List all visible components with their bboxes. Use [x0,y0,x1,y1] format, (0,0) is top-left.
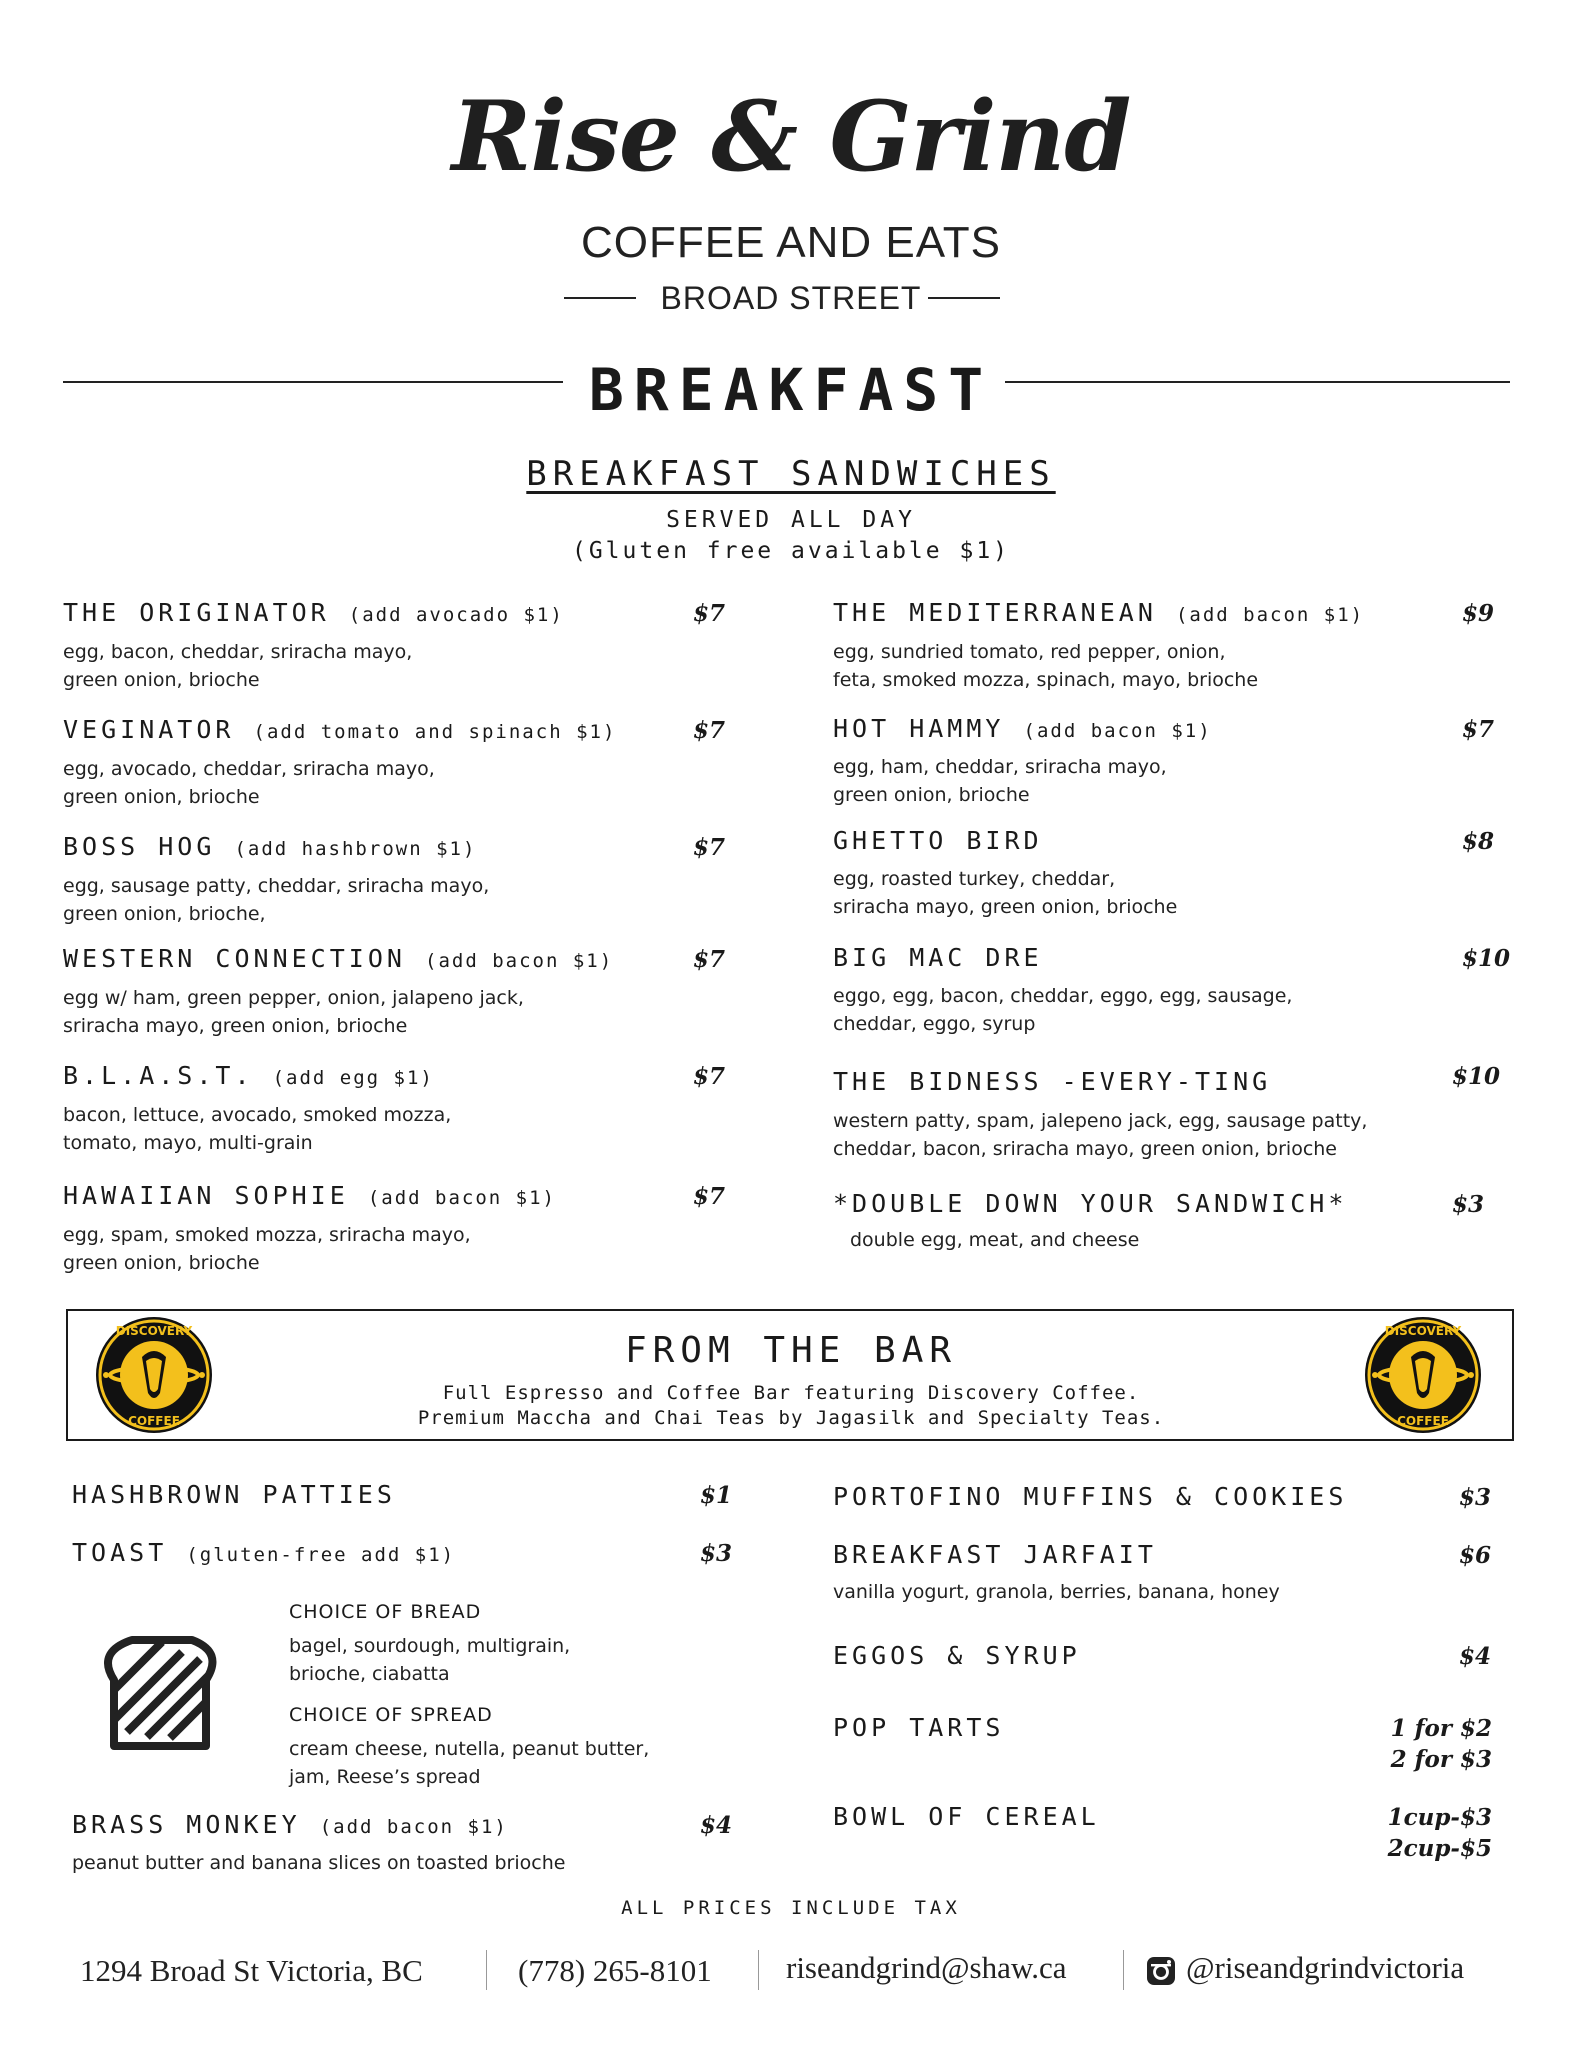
menu-item-price: $7 [693,834,726,861]
menu-item-description: peanut butter and banana slices on toasted brioche [72,1852,566,1874]
spread-choice-list: cream cheese, nutella, peanut butter, jam, Reese’s spread [289,1738,650,1788]
address: 1294 Broad St Victoria, BC [80,1953,423,1988]
email-address[interactable]: riseandgrind@shaw.ca [786,1950,1067,1985]
served-note: SERVED ALL DAY [666,507,916,533]
location-label: BROAD STREET [660,280,922,316]
menu-item-price: 2 for $3 [1390,1746,1492,1773]
menu-item-price: $7 [693,1183,726,1210]
spread-choice-title: CHOICE OF SPREAD [289,1704,493,1726]
menu-item-name: PORTOFINO MUFFINS & COOKIES [833,1482,1348,1511]
menu-item-name: BOSS HOG (add hashbrown $1) [63,832,477,861]
menu-item-price: $9 [1462,600,1495,627]
menu-item-description: egg, spam, smoked mozza, sriracha mayo, green onion, brioche [63,1224,471,1274]
logo-wordmark: Rise & Grind [451,80,1131,193]
menu-item-price: $1 [700,1482,733,1509]
menu-item-description: egg w/ ham, green pepper, onion, jalapeno jack, sriracha mayo, green onion, brioche [63,987,524,1037]
divider [1005,381,1510,383]
menu-item-description: egg, ham, cheddar, sriracha mayo, green onion, brioche [833,756,1167,806]
menu-item-price: 2cup-$5 [1387,1835,1492,1862]
menu-item-description: western patty, spam, jalepeno jack, egg, sausage patty, cheddar, bacon, sriracha mayo, green onion, brioche [833,1110,1368,1160]
menu-item-name: BREAKFAST JARFAIT [833,1540,1157,1569]
instagram-handle[interactable]: @riseandgrindvictoria [1186,1950,1465,1985]
menu-item-name: TOAST (gluten-free add $1) [72,1538,456,1567]
menu-item-price: $7 [693,600,726,627]
menu-item-name: EGGOS & SYRUP [833,1641,1081,1670]
logo-text-bottom: COFFEE [1397,1414,1449,1428]
divider [758,1950,759,1990]
menu-item-price: $3 [1452,1191,1485,1218]
bread-choice-list: bagel, sourdough, multigrain, brioche, ciabatta [289,1635,571,1685]
tax-note: ALL PRICES INCLUDE TAX [621,1897,961,1919]
section-title: BREAKFAST [588,356,994,424]
subsection-title: BREAKFAST SANDWICHES [526,454,1056,494]
divider [928,297,1000,299]
menu-item-price: $4 [700,1812,733,1839]
bar-title: FROM THE BAR [624,1330,958,1371]
divider [1123,1950,1124,1990]
menu-item-name: HASHBROWN PATTIES [72,1480,396,1509]
menu-item-price: 1cup-$3 [1387,1804,1492,1831]
bar-description: Premium Maccha and Chai Teas by Jagasilk and Specialty Teas. [417,1407,1165,1429]
menu-item-description: egg, avocado, cheddar, sriracha mayo, green onion, brioche [63,758,435,808]
menu-item-name: B.L.A.S.T. (add egg $1) [63,1061,434,1090]
menu-item-name: HAWAIIAN SOPHIE (add bacon $1) [63,1181,556,1210]
menu-item-name: THE ORIGINATOR (add avocado $1) [63,598,564,627]
discovery-coffee-logo [1363,1315,1483,1435]
menu-item-description: egg, roasted turkey, cheddar, sriracha mayo, green onion, brioche [833,868,1178,918]
menu-item-price: $10 [1452,1063,1501,1090]
menu-item-name: BRASS MONKEY (add bacon $1) [72,1810,508,1839]
menu-item-name: BIG MAC DRE [833,943,1043,972]
menu-item-price: $4 [1459,1643,1492,1670]
menu-item-price: $3 [1459,1484,1492,1511]
instagram-icon [1145,1955,1177,1987]
menu-item-name: POP TARTS [833,1713,1005,1742]
phone-number[interactable]: (778) 265-8101 [518,1953,712,1988]
menu-item-description: double egg, meat, and cheese [850,1229,1140,1251]
menu-item-price: $3 [700,1540,733,1567]
gluten-note: (Gluten free available $1) [571,538,1011,564]
logo-text-top: DISCOVERY [115,1324,193,1338]
menu-item-name: THE BIDNESS -EVERY-TING [833,1067,1272,1096]
menu-item-name: WESTERN CONNECTION (add bacon $1) [63,944,614,973]
logo-text-top: DISCOVERY [1384,1324,1462,1338]
menu-item-price: $7 [1462,716,1495,743]
bar-description: Full Espresso and Coffee Bar featuring Discovery Coffee. [442,1382,1140,1404]
menu-item-name: VEGINATOR (add tomato and spinach $1) [63,715,617,744]
menu-item-name: GHETTO BIRD [833,826,1043,855]
divider [486,1950,487,1990]
menu-item-price: $7 [693,717,726,744]
menu-item-name: BOWL OF CEREAL [833,1802,1100,1831]
menu-item-name: HOT HAMMY (add bacon $1) [833,714,1212,743]
menu-item-description: egg, sausage patty, cheddar, sriracha mayo, green onion, brioche, [63,875,490,925]
bread-choice-title: CHOICE OF BREAD [289,1601,482,1623]
menu-item-description: egg, sundried tomato, red pepper, onion, feta, smoked mozza, spinach, mayo, brioche [833,641,1259,691]
menu-item-price: 1 for $2 [1390,1715,1492,1742]
menu-item-name: *DOUBLE DOWN YOUR SANDWICH* [833,1189,1348,1218]
menu-item-description: eggo, egg, bacon, cheddar, eggo, egg, sausage, cheddar, eggo, syrup [833,985,1293,1035]
menu-item-description: egg, bacon, cheddar, sriracha mayo, green onion, brioche [63,641,413,691]
menu-item-price: $7 [693,946,726,973]
menu-item-price: $7 [693,1063,726,1090]
menu-item-price: $8 [1462,828,1495,855]
logo-text-bottom: COFFEE [128,1414,180,1428]
menu-item-price: $10 [1462,945,1511,972]
menu-item-price: $6 [1459,1542,1492,1569]
menu-item-description: vanilla yogurt, granola, berries, banana, honey [833,1581,1280,1603]
menu-item-description: bacon, lettuce, avocado, smoked mozza, tomato, mayo, multi-grain [63,1104,452,1154]
menu-item-name: THE MEDITERRANEAN (add bacon $1) [833,598,1365,627]
logo-subtitle: COFFEE AND EATS [580,218,1002,267]
toast-icon [92,1632,228,1756]
